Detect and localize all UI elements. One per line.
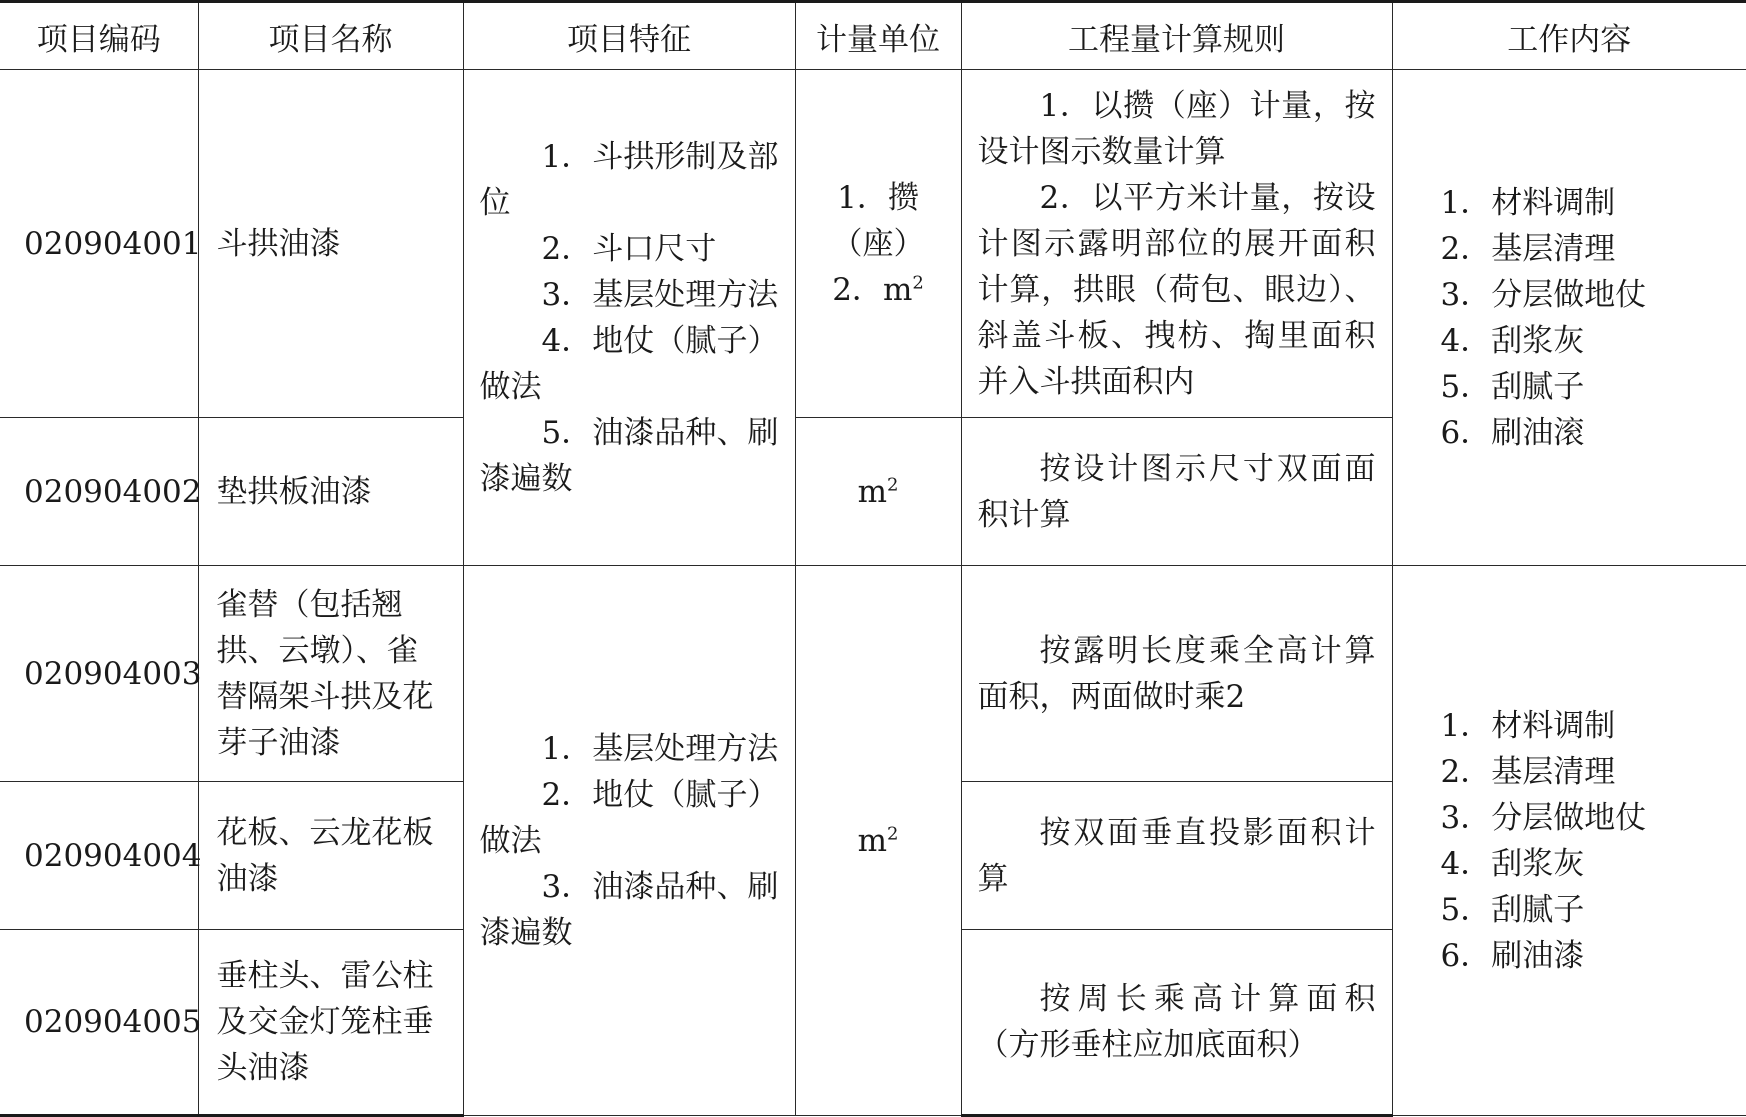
unit-line: 1．攒: [837, 179, 919, 216]
item-unit: [795, 70, 961, 418]
header-features: 项目特征: [463, 2, 795, 70]
item-name: 雀替（包括翘拱、云墩）、雀替隔架斗拱及花芽子油漆: [198, 566, 463, 782]
item-name: 垫拱板油漆: [198, 418, 463, 566]
feature-line: 1．基层处理方法: [541, 730, 779, 767]
rule-line: 2．以平方米计量，按设计图示露明部位的展开面积计算，拱眼（荷包、眼边）、斜盖斗板、拽枋、掏里面积并入斗拱面积内: [977, 179, 1376, 400]
feature-line: 5．油漆品种、刷漆遍数: [479, 414, 779, 497]
work-item: 2．基层清理: [1440, 753, 1616, 790]
work-item: 4．刮浆灰: [1440, 322, 1585, 359]
header-code: 项目编码: [0, 2, 198, 70]
rule-line: 按设计图示尺寸双面面积计算: [977, 450, 1376, 533]
item-code: 020904002: [0, 418, 198, 566]
unit-sup: 2: [912, 272, 924, 294]
item-name: 垂柱头、雷公柱及交金灯笼柱垂头油漆: [198, 930, 463, 1116]
item-unit: [795, 566, 961, 1116]
item-work: [1392, 70, 1746, 566]
item-features: [463, 70, 795, 566]
unit-m: m: [882, 271, 913, 308]
unit-sup: 2: [886, 823, 899, 845]
item-name: 花板、云龙花板油漆: [198, 782, 463, 930]
unit-line: （座）: [831, 225, 925, 262]
work-item: 5．刮腻子: [1440, 368, 1585, 405]
item-rule: [961, 566, 1392, 782]
header-row: [0, 2, 1746, 70]
rule-line: 1．以攒（座）计量，按设计图示数量计算: [977, 87, 1376, 170]
unit-sup: 2: [886, 474, 899, 496]
feature-line: 2．斗口尺寸: [541, 230, 717, 267]
feature-line: 1．斗拱形制及部位: [479, 138, 779, 221]
feature-line: 3．油漆品种、刷漆遍数: [479, 868, 779, 951]
item-rule: [961, 782, 1392, 930]
work-item: 4．刮浆灰: [1440, 845, 1585, 882]
work-item: 2．基层清理: [1440, 230, 1616, 267]
unit-m: m: [857, 473, 887, 510]
header-unit: 计量单位: [795, 2, 961, 70]
rule-line: 按双面垂直投影面积计算: [977, 814, 1376, 897]
item-code: 020904003: [0, 566, 198, 782]
feature-line: 4．地仗（腻子）做法: [479, 322, 779, 405]
work-item: 6．刷油漆: [1440, 937, 1585, 974]
item-name: 斗拱油漆: [198, 70, 463, 418]
work-item: 3．分层做地仗: [1440, 799, 1647, 836]
rule-line: 按露明长度乘全高计算面积，两面做时乘2: [977, 632, 1376, 715]
item-code: 020904001: [0, 70, 198, 418]
item-rule: [961, 70, 1392, 418]
item-features: [463, 566, 795, 1116]
work-item: 5．刮腻子: [1440, 891, 1585, 928]
table-row: [0, 70, 1746, 418]
work-item: 1．材料调制: [1440, 184, 1616, 221]
item-work: [1392, 566, 1746, 1116]
work-item: 3．分层做地仗: [1440, 276, 1647, 313]
unit-m: m: [857, 822, 887, 859]
feature-line: 2．地仗（腻子）做法: [479, 776, 779, 859]
header-name: 项目名称: [198, 2, 463, 70]
unit-line: [812, 267, 945, 313]
item-rule: [961, 930, 1392, 1116]
item-code: 020904004: [0, 782, 198, 930]
table-row: [0, 566, 1746, 782]
item-code: 020904005: [0, 930, 198, 1116]
rule-line: 按周长乘高计算面积（方形垂柱应加底面积）: [977, 981, 1376, 1063]
item-rule: [961, 418, 1392, 566]
work-item: 1．材料调制: [1440, 707, 1616, 744]
header-work: 工作内容: [1392, 2, 1746, 70]
work-item: 6．刷油滚: [1440, 414, 1585, 451]
unit-prefix: 2．: [832, 271, 883, 308]
feature-line: 3．基层处理方法: [541, 276, 779, 313]
item-unit: [795, 418, 961, 566]
header-rule: 工程量计算规则: [961, 2, 1392, 70]
